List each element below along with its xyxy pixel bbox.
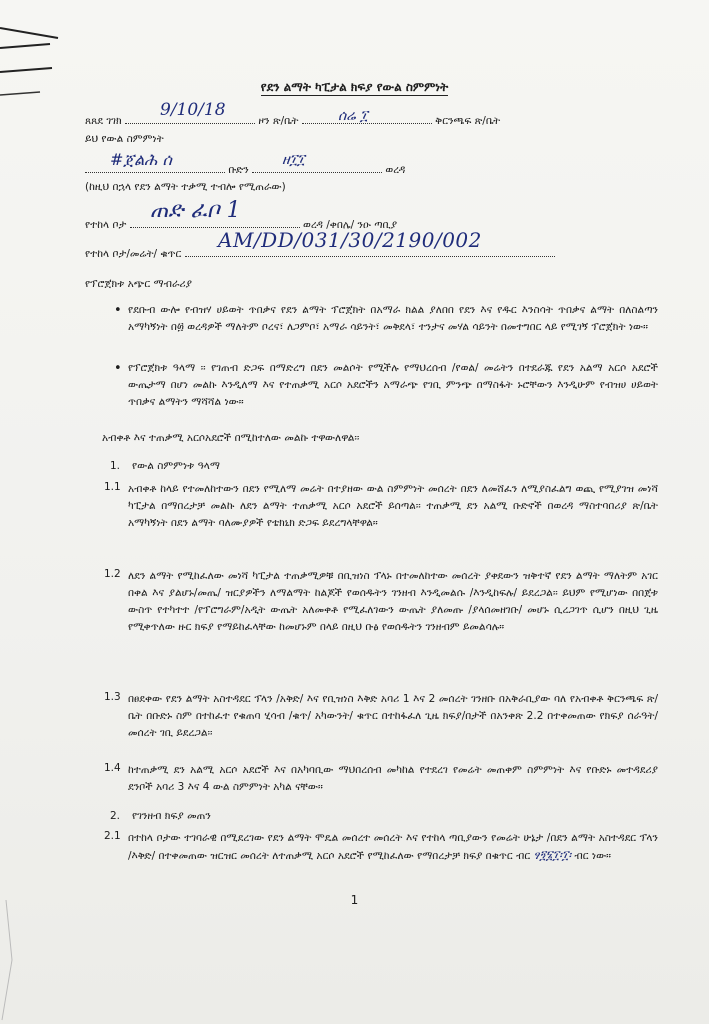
item-2-1-number: 2.1 bbox=[104, 830, 121, 842]
section-2-number: 2. bbox=[110, 810, 121, 822]
woreda-label: ወረዳ bbox=[385, 164, 406, 176]
page-number: 1 bbox=[350, 893, 359, 907]
code-handwritten: AM/DD/031/30/2190/002 bbox=[218, 228, 482, 252]
item-1-1-number: 1.1 bbox=[104, 481, 121, 493]
bullet-project-objective: • የፕሮጀክቱ ዓላማ ፡፡ የገጠብ ድጋፍ በማድረግ በደን መልሶት የሚችሉ የማህረሰብ /የወል/ መሬትን በተደራጁ የደን አልማ አርሶ አደሮች ውጤታማ በሆነ መልኩ እንዲለማ እና የተጠቃሚ አርሶ አደሮችን አማራጭ የገቢ ምንጭ በማስፋት ኑሮቸውን እንዲሁም የብዝሀ ሀይወት ጥበቃና ልማትን ማሻሻል ነው። bbox=[128, 360, 658, 411]
mid-handwritten: ዘ፲፲ bbox=[282, 152, 305, 168]
place-label: የተከላ ቦታ bbox=[85, 219, 127, 231]
item-1-4-text: ከተጠቃሚ ደን አልሚ አርሶ አደሮች እና በአካባቢው ማህበረሰብ መካከል የተደረገ የመሬት መጠቀም ስምምነት እና የቡድኑ መተዳደሪያ ደንቦች አባሪ 3 እና 4 ውል ስምምነት አካል ናቸው። bbox=[128, 764, 658, 793]
item-2-1-body: በተከላ ቦታው ተገባራዊ በሚደረገው የደን ልማት ሞዴል መሰረተ መሰረት እና የተከላ ጣቢያውን የመሬት ሁኔታ /በደን ልማት አስተዳደር ፕላን /እቅድ/ በተቀመጠው ዝርዝር መሰረት ለተጠቃሚ አርሶ አደሮች የሚከፈለው የማበረታቻ ክፍያ በቁጥር ብር bbox=[128, 832, 658, 862]
office-label: ቅርንጫፍ ጽ/ቤት bbox=[435, 115, 501, 127]
agreement-intro: አብቀቶ እና ተጠቃሚ አርሶአደሮች በሚከተለው መልኩ ተዋውለዋል፡፡ bbox=[102, 432, 360, 444]
document-title: የደን ልማት ካፒታል ክፍያ የውል ስምምነት bbox=[260, 80, 449, 94]
item-1-1-text: አብቀቶ ከላይ የተመለከተውን በደን የሚለማ መሬት በተያዘው ውል ስምምነት መሰረት በደን ለመሸፈን ለሚያስፈልግ ወጪ የሚያገዝ መነሻ ካፒታል በማበረታቻ መልኩ ለደን ልማት ተጠቃሚ አርሶ አደሮች ይሰጣል፡፡ ተጠቃሚ ደን አልሚ ቡድኖች በወረዳ ማስተባበሪያ ጽ/ቤት አማካኝነት በደን ልማት ባለሙያዎች የቴክኒክ ድጋፍ ይደረግላቸዋል። bbox=[128, 483, 658, 529]
mid-label: ቡድን bbox=[228, 164, 249, 176]
summary-label: የፕሮጀክቱ አጭር ማብራሪያ bbox=[85, 278, 193, 290]
section-1-heading: የውል ስምምነቱ ዓላማ bbox=[132, 460, 220, 472]
amount-handwritten: ፃ፺፮፲፡፲፡ bbox=[533, 848, 572, 862]
item-1-3-number: 1.3 bbox=[104, 691, 121, 703]
region-handwritten: 9/10/18 bbox=[160, 100, 226, 120]
item-1-4-number: 1.4 bbox=[104, 762, 121, 774]
zone-label: ዞን ጽ/ቤት bbox=[258, 115, 299, 127]
section-2-heading: የገንዘብ ክፍያ መጠን bbox=[132, 810, 211, 822]
beneficiary-note: (ከዚህ በኋላ የደን ልማት ተቃሚ ተብሎ የሚጠራው) bbox=[85, 181, 286, 193]
kebele-label: ወረዳ /ቀበሌ/ ንዑ ጣቢያ bbox=[303, 219, 398, 231]
place-handwritten: ጠድ ፈቦ 1 bbox=[150, 198, 241, 223]
section-1-number: 1. bbox=[110, 460, 121, 472]
bullet-project-description: • የደቡብ ውሎ የብዝሃ ሀይወት ጥበቃና የደን ልማት ፕሮጀክት በአማራ ክልል ያለበበ የደን እና የዱር እንስሳት ጥበቃና ልማት በለስልጣን አማካኝነት በ፴ ወረዳዎች ማለትም ቦረና፣ ለጋምቦ፣ አማራ ሳይንት፣ መቅደላ፣ ተንታና መሃል ሳይንት በመተግበር ላይ የሚገኝ ፕሮጀክት ነው። bbox=[128, 302, 658, 336]
item-2-1-text bbox=[128, 830, 658, 865]
region-label: ጸጸደ ገገክ bbox=[85, 115, 122, 127]
item-1-2-text: ለደን ልማት የሚከፈለው መነሻ ካፒታል ተጠቃሚዎቹ በቢዝነስ ፕላኑ በተመለከተው መሰረት ያቀደውን ዝቅተኛ የደን ልማት ማለትም አገር በቀል እና ያልሆኑ/መጤ/ ዝርያዎችን ለማልማት ከልጆች የወሰዱትን ገንዘብ እንዲመልሱ /እንዲከፍሉ/ ይደረጋል፡፡ ይህም የሚሆነው በበጀቱ ውስጥ የተካተተ /የፕሮግራም/አዲት ውጤት አለመቀቶ የሚፈለገውን ውጤት ያለመጡ /ያላሰመዘገቡ/ መሆኑ ሲረጋገጥ ሲሆን በዚህ ጊዜ የሚቀጥለው ዙር ክፍያ የማይከፈላቸው ከመሆኑም በላይ በዚህ ቡፅ የወሰዱትን ገንዘብም ይመልሳሉ። bbox=[128, 570, 658, 633]
item-1-2-number: 1.2 bbox=[104, 568, 121, 580]
code-label: የተከላ ቦታ/መሬት/ ቁጥር bbox=[85, 248, 182, 260]
zone-handwritten: ሰሬ ፲ bbox=[338, 108, 368, 124]
woreda-handwritten: #ጀልሕ ሰ bbox=[110, 150, 172, 169]
amount-suffix: ብር ነው። bbox=[574, 850, 612, 862]
agreement-label: ይህ የውል ስምምነት bbox=[85, 133, 164, 145]
item-1-3-text: በፀደቀው የደን ልማት አስተዳደር ፕላን /አቅድ/ እና የቢዝነስ እቅድ አባሪ 1 እና 2 መሰረት ገንዘቡ በአቅራቢያው ባለ የአብቀቶ ቅርንጫፍ ጽ/ቤት በቡድኑ ስም በተከፈተ የቁጠባ ሂሳብ /ቁጥ/ አካውንት/ ቁጥር በተከፋፈለ ጊዜ ክፍያ/በታች በአንቀጽ 2.2 በተቀመጠው የክፍያ ሰራዓት/ መሰረት ገቢ ይደረጋል፡፡ bbox=[128, 693, 658, 739]
header-row-1 bbox=[85, 113, 500, 128]
